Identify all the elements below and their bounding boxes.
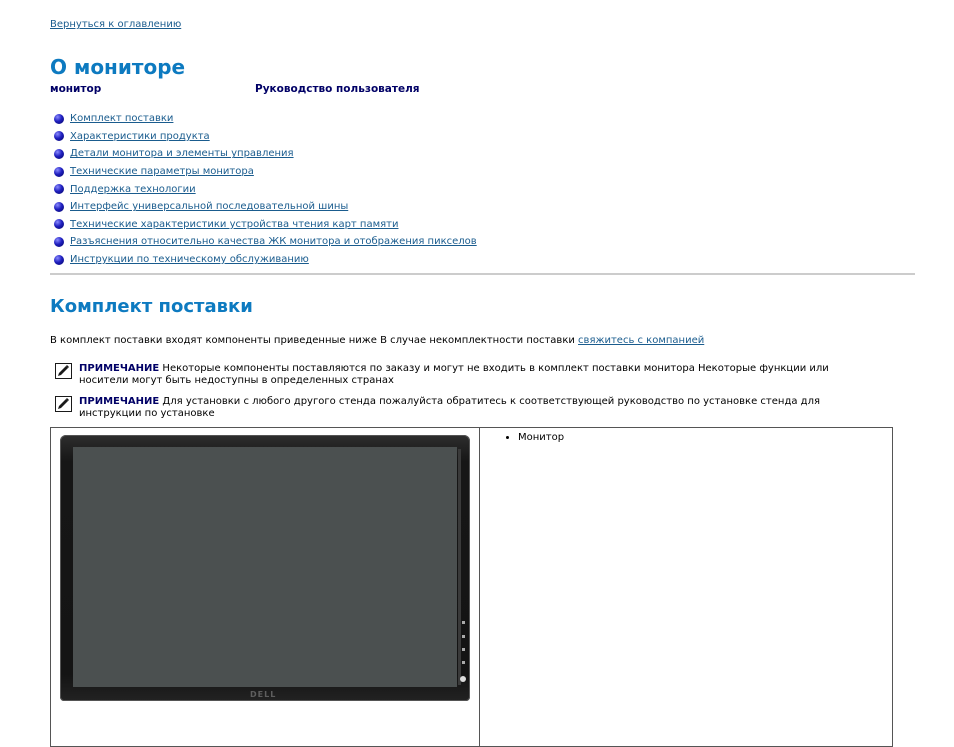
- toc-link-package-contents[interactable]: Комплект поставки: [70, 113, 174, 125]
- intro-paragraph: [50, 335, 728, 346]
- blue-ball-bullet-icon: [54, 219, 64, 229]
- contents-list: [480, 428, 892, 443]
- note-text: [79, 396, 880, 420]
- front-panel-button: [462, 635, 465, 638]
- toc-item: [54, 145, 477, 163]
- toc-item: [54, 198, 477, 216]
- note-block: [55, 363, 880, 387]
- toc-item: [54, 128, 477, 146]
- subtitle-monitor: монитор: [50, 83, 102, 95]
- section-divider: [50, 273, 915, 275]
- toc-item: [54, 163, 477, 181]
- toc-item: [54, 251, 477, 269]
- note-label: ПРИМЕЧАНИЕ: [79, 363, 160, 374]
- toc-item: [54, 233, 477, 251]
- dell-logo: DELL: [250, 690, 277, 699]
- pencil-note-icon: [55, 363, 72, 379]
- monitor-image-cell: [51, 428, 480, 746]
- monitor-image: [60, 435, 470, 701]
- note-body: Некоторые компоненты поставляются по заказу и могут не входить в комплект поставки монитора Некоторые функции или носители могут быть недоступны в определенных странах: [79, 363, 829, 386]
- toc-link-parts-and-controls[interactable]: Детали монитора и элементы управления: [70, 148, 294, 160]
- front-panel-button: [462, 648, 465, 651]
- blue-ball-bullet-icon: [54, 202, 64, 212]
- intro-text: В комплект поставки входят компоненты приведенные ниже В случае некомплектности поставки: [50, 335, 579, 346]
- front-panel-button: [462, 661, 465, 664]
- monitor-screen: [73, 447, 457, 687]
- note-label: ПРИМЕЧАНИЕ: [79, 396, 160, 407]
- toc-item: [54, 110, 477, 128]
- blue-ball-bullet-icon: [54, 237, 64, 247]
- contents-list-cell: [480, 428, 892, 746]
- pencil-note-icon: [55, 396, 72, 412]
- front-panel-button: [462, 621, 465, 624]
- blue-ball-bullet-icon: [54, 149, 64, 159]
- subtitle-user-guide: Руководство пользователя: [255, 83, 420, 95]
- toc-item: [54, 216, 477, 234]
- section-title: Комплект поставки: [50, 296, 253, 317]
- toc-link-technology-support[interactable]: Поддержка технологии: [70, 183, 196, 195]
- toc-link-maintenance[interactable]: Инструкции по техническому обслуживанию: [70, 254, 309, 266]
- contact-dell-link[interactable]: свяжитесь с компанией: [578, 335, 705, 346]
- list-item: • Монитор: [518, 432, 892, 443]
- table-of-contents: [54, 110, 477, 268]
- note-text: [79, 363, 880, 387]
- toc-link-card-reader-specs[interactable]: Технические характеристики устройства чтения карт памяти: [70, 218, 399, 230]
- blue-ball-bullet-icon: [54, 114, 64, 124]
- toc-link-usb-interface[interactable]: Интерфейс универсальной последовательной шины: [70, 201, 349, 213]
- package-contents-table: [50, 427, 893, 747]
- blue-ball-bullet-icon: [54, 131, 64, 141]
- back-to-contents-link[interactable]: Вернуться к оглавлению: [50, 19, 182, 30]
- blue-ball-bullet-icon: [54, 167, 64, 177]
- page-title: О мониторе: [50, 55, 186, 79]
- toc-link-product-features[interactable]: Характеристики продукта: [70, 130, 210, 142]
- toc-item: [54, 180, 477, 198]
- blue-ball-bullet-icon: [54, 184, 64, 194]
- power-button-icon: [460, 676, 466, 682]
- toc-link-lcd-quality-policy[interactable]: Разъяснения относительно качества ЖК монитора и отображения пикселов: [70, 236, 477, 248]
- note-block: [55, 396, 880, 420]
- note-body: Для установки с любого другого стенда пожалуйста обратитесь к соответствующей руководство по установке стенда для инструкции по установке: [79, 396, 820, 419]
- monitor-bezel-edge: [458, 449, 461, 685]
- blue-ball-bullet-icon: [54, 255, 64, 265]
- toc-link-monitor-specifications[interactable]: Технические параметры монитора: [70, 166, 254, 178]
